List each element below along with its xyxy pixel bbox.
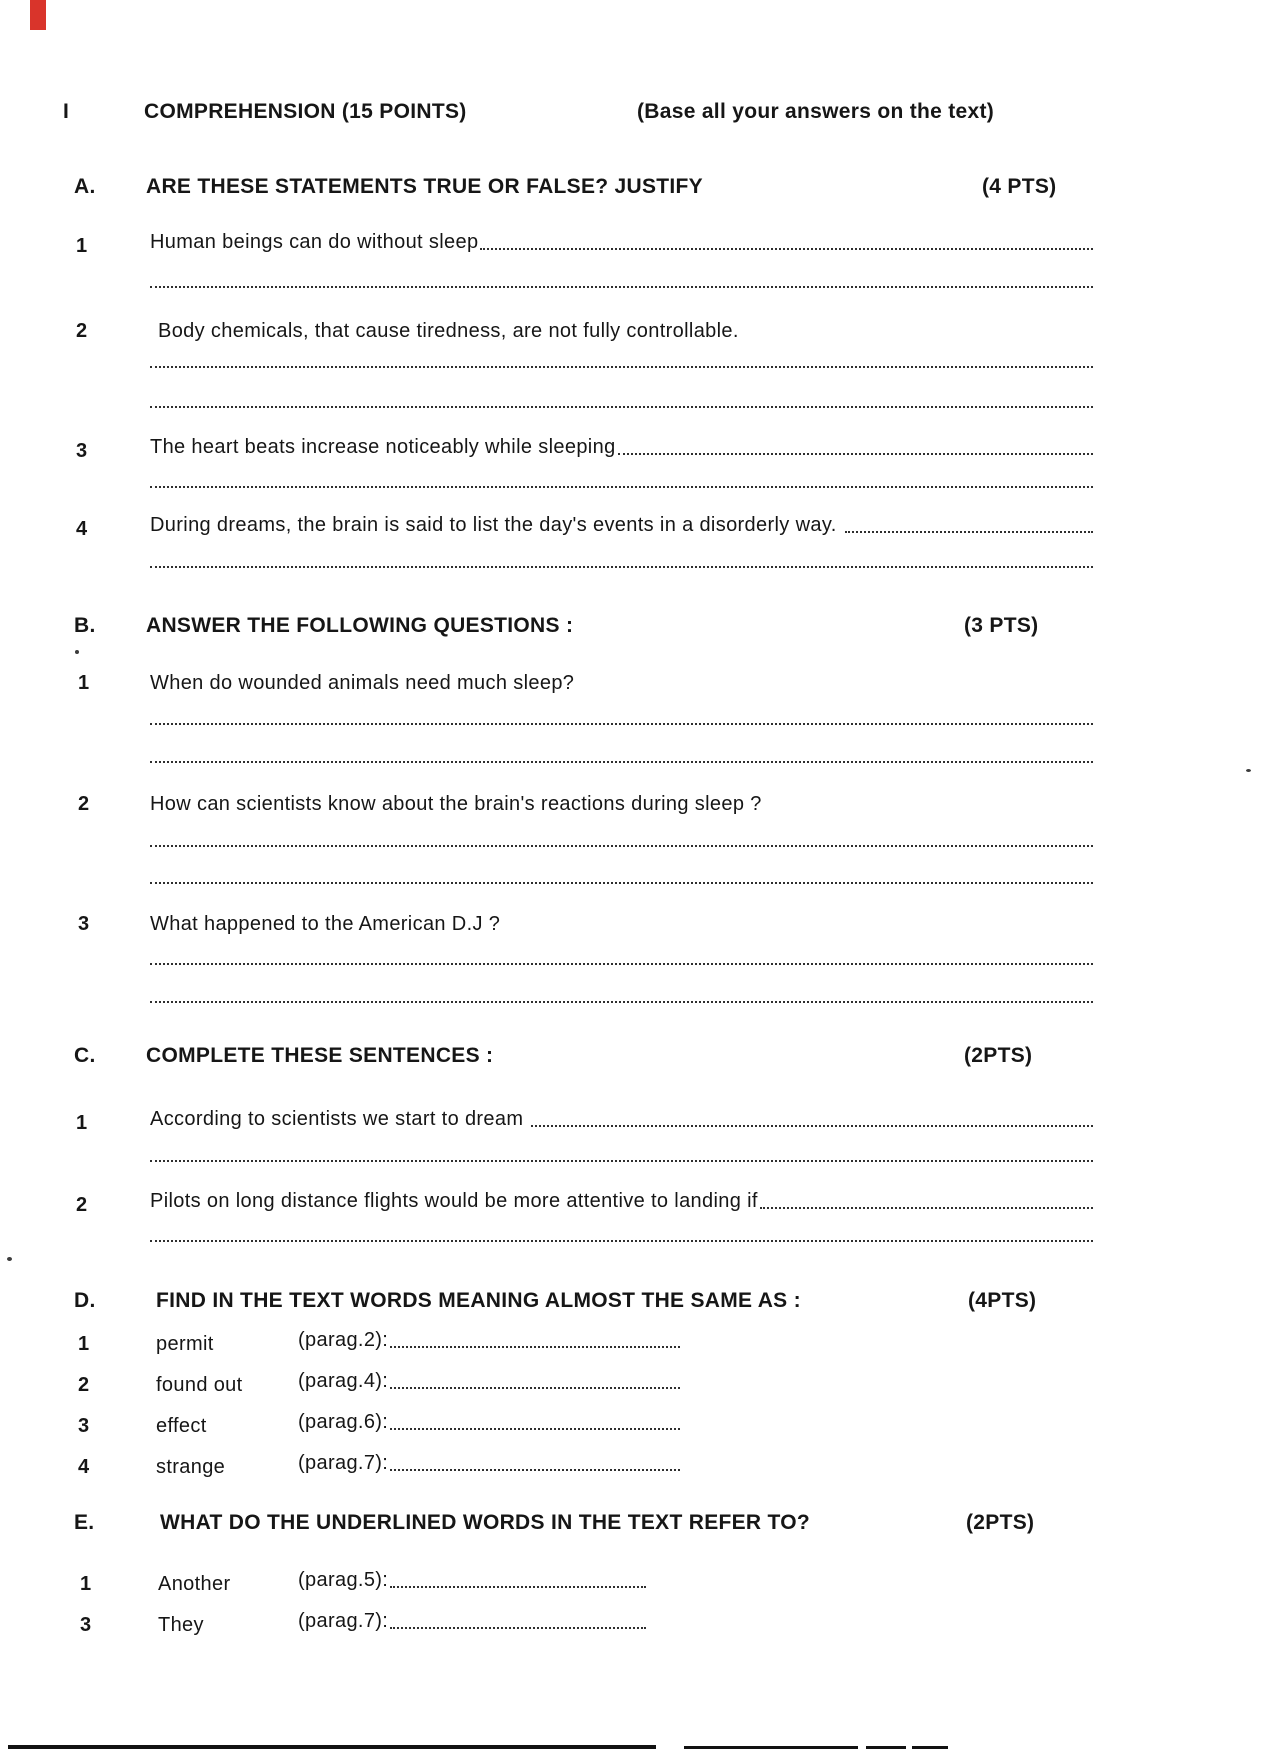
dotted-leader [480,248,1093,250]
answer-dotted-line [150,486,1093,488]
dotted-leader [760,1207,1093,1209]
question-number: 1 [76,235,88,257]
dotted-leader [390,1346,680,1348]
statement-text: The heart beats increase noticeably while sleeping [150,436,616,458]
section-a-title: ARE THESE STATEMENTS TRUE OR FALSE? JUSTIFY [146,175,703,198]
statement-text: Pilots on long distance flights would be more attentive to landing if [150,1190,758,1212]
question-text: How can scientists know about the brain's reactions during sleep ? [150,793,762,815]
section-d-title: FIND IN THE TEXT WORDS MEANING ALMOST THE SAME AS : [156,1289,801,1312]
statement-text: Body chemicals, that cause tiredness, are not fully controllable. [158,320,739,342]
answer-dotted-line [150,286,1093,288]
statement-row [150,436,1093,459]
answer-dotted-line [150,723,1093,725]
answer-dotted-line [150,845,1093,847]
statement-text: Human beings can do without sleep [150,231,479,253]
dotted-leader [845,531,1093,533]
statement-row [150,231,1093,254]
section-e-title: WHAT DO THE UNDERLINED WORDS IN THE TEXT REFER TO? [160,1511,811,1534]
answer-dotted-line [150,1240,1093,1242]
statement-row [150,514,1093,537]
answer-dotted-line [150,761,1093,763]
section-b-points: (3 PTS) [964,614,1039,637]
section-index: I [63,100,70,123]
underlined-word: They [158,1614,204,1636]
question-number: 3 [78,913,90,935]
vocab-word: effect [156,1415,207,1437]
item-number: 1 [78,1333,90,1355]
answer-dotted-line [150,1160,1093,1162]
bottom-scan-line [684,1746,858,1749]
question-number: 2 [76,320,88,342]
paragraph-ref-row [298,1569,646,1592]
answer-dotted-line [150,1001,1093,1003]
paragraph-ref-row [298,1610,646,1633]
red-scan-mark [30,0,46,30]
section-c-title: COMPLETE THESE SENTENCES : [146,1044,494,1067]
answer-dotted-line [150,566,1093,568]
statement-text: During dreams, the brain is said to list the day's events in a disorderly way. [150,514,843,536]
dotted-leader [390,1469,680,1471]
section-b-letter: B. [74,614,96,637]
question-number: 3 [76,440,88,462]
section-c-letter: C. [74,1044,96,1067]
paragraph-ref-row [298,1370,680,1393]
item-number: 1 [80,1573,92,1595]
statement-row [150,1108,1093,1131]
section-a-letter: A. [74,175,96,198]
question-number: 1 [78,672,90,694]
page-title-note: (Base all your answers on the text) [637,100,995,123]
scan-speck [1246,769,1251,772]
item-number: 3 [78,1415,90,1437]
section-a-points: (4 PTS) [982,175,1057,198]
paragraph-ref-row [298,1411,680,1434]
paragraph-ref: (parag.4): [298,1370,389,1392]
answer-dotted-line [150,963,1093,965]
dotted-leader [390,1387,680,1389]
answer-dotted-line [150,366,1093,368]
dotted-leader [618,453,1093,455]
bottom-scan-line [8,1745,656,1749]
question-text: When do wounded animals need much sleep? [150,672,575,694]
question-number: 4 [76,518,88,540]
paragraph-ref: (parag.6): [298,1411,389,1433]
scan-speck [75,650,79,654]
dotted-leader [390,1586,646,1588]
section-d-letter: D. [74,1289,96,1312]
paragraph-ref: (parag.2): [298,1329,389,1351]
section-e-letter: E. [74,1511,95,1534]
bottom-scan-line [866,1746,906,1749]
item-number: 3 [80,1614,92,1636]
scan-speck [7,1257,12,1261]
item-number: 2 [78,1374,90,1396]
question-text: What happened to the American D.J ? [150,913,501,935]
vocab-word: found out [156,1374,243,1396]
bottom-scan-line [912,1746,948,1749]
section-e-points: (2PTS) [966,1511,1035,1534]
question-number: 2 [76,1194,88,1216]
vocab-word: permit [156,1333,214,1355]
item-number: 4 [78,1456,90,1478]
dotted-leader [390,1627,646,1629]
statement-row [150,1190,1093,1213]
section-d-points: (4PTS) [968,1289,1037,1312]
section-c-points: (2PTS) [964,1044,1033,1067]
question-number: 1 [76,1112,88,1134]
page-title: COMPREHENSION (15 POINTS) [144,100,467,123]
statement-text: According to scientists we start to dream [150,1108,530,1130]
paragraph-ref-row [298,1452,680,1475]
paragraph-ref: (parag.7): [298,1452,389,1474]
dotted-leader [531,1125,1093,1127]
question-number: 2 [78,793,90,815]
paragraph-ref: (parag.5): [298,1569,389,1591]
vocab-word: strange [156,1456,226,1478]
paragraph-ref-row [298,1329,680,1352]
answer-dotted-line [150,406,1093,408]
underlined-word: Another [158,1573,231,1595]
answer-dotted-line [150,882,1093,884]
paragraph-ref: (parag.7): [298,1610,389,1632]
dotted-leader [390,1428,680,1430]
section-b-title: ANSWER THE FOLLOWING QUESTIONS : [146,614,574,637]
